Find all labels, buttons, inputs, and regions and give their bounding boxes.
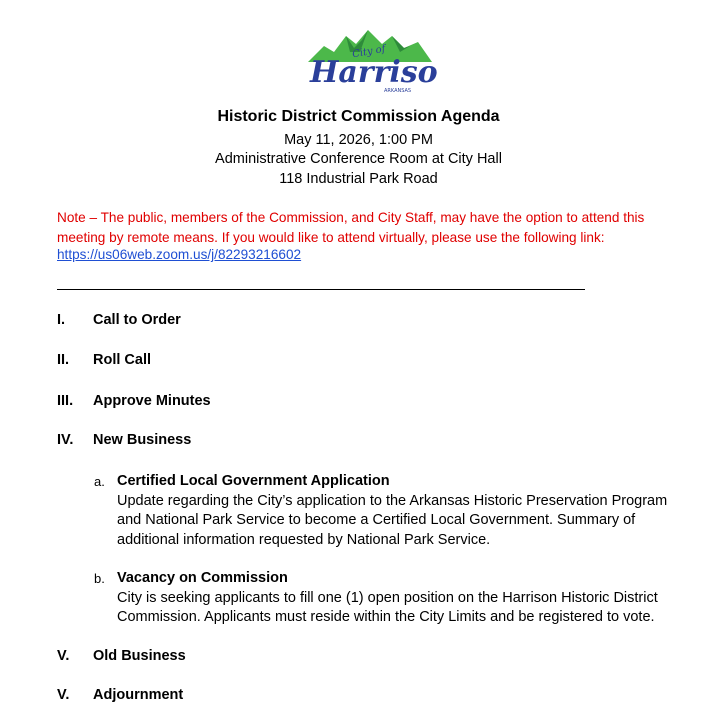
agenda-item-roll-call <box>57 352 151 368</box>
item-label: Call to Order <box>93 312 181 328</box>
item-number: IV. <box>57 432 74 448</box>
remote-attendance-note: Note – The public, members of the Commission, and City Staff, may have the option to attend this meeting by remote means. If you would like to attend virtually, please use the following link: <box>57 210 645 245</box>
item-label: Approve Minutes <box>93 393 211 409</box>
meeting-address: 118 Industrial Park Road <box>279 171 438 187</box>
item-number: III. <box>57 393 74 409</box>
item-label: Old Business <box>93 648 186 664</box>
svg-text:City of: City of <box>351 43 387 61</box>
item-label: Adjournment <box>93 687 184 703</box>
meeting-date-time: May 11, 2026, 1:00 PM <box>284 132 433 148</box>
sub-item-heading: Vacancy on Commission <box>117 570 288 586</box>
svg-text:ARKANSAS: ARKANSAS <box>384 88 412 94</box>
zoom-link[interactable]: https://us06web.zoom.us/j/82293216602 <box>57 247 302 262</box>
agenda-item-approve-minutes <box>57 393 211 409</box>
sub-item-heading: Certified Local Government Application <box>117 473 390 489</box>
divider-line <box>57 289 585 290</box>
city-of-harrison-logo <box>300 22 438 94</box>
agenda-item-old-business <box>57 648 186 664</box>
item-number: II. <box>57 352 70 368</box>
new-business-item-a <box>94 472 684 550</box>
item-label: New Business <box>93 432 192 448</box>
agenda-title: Historic District Commission Agenda <box>217 108 500 125</box>
item-label: Roll Call <box>93 352 152 368</box>
sub-item-letter: a. <box>94 474 105 489</box>
sub-item-body: Update regarding the City’s application to the Arkansas Historic Preservation Program and National Park Service to become a Certified Local Government. Summary of additional information requested by National Park Service. <box>117 492 668 548</box>
item-number: I. <box>57 312 66 328</box>
item-number: V. <box>57 687 70 703</box>
agenda-item-call-to-order <box>57 312 181 328</box>
sub-item-body: City is seeking applicants to fill one (1) open position on the Harrison Historic District Commission. Applicants must reside within the City Limits and be registered to vote. <box>117 589 658 625</box>
agenda-item-adjournment <box>57 687 183 703</box>
meeting-location: Administrative Conference Room at City Hall <box>215 151 502 167</box>
agenda-item-new-business <box>57 432 191 448</box>
sub-item-letter: b. <box>94 571 105 586</box>
svg-text:Harrison: Harriso <box>310 55 438 90</box>
item-number: V. <box>57 648 70 664</box>
new-business-item-b <box>94 569 684 628</box>
